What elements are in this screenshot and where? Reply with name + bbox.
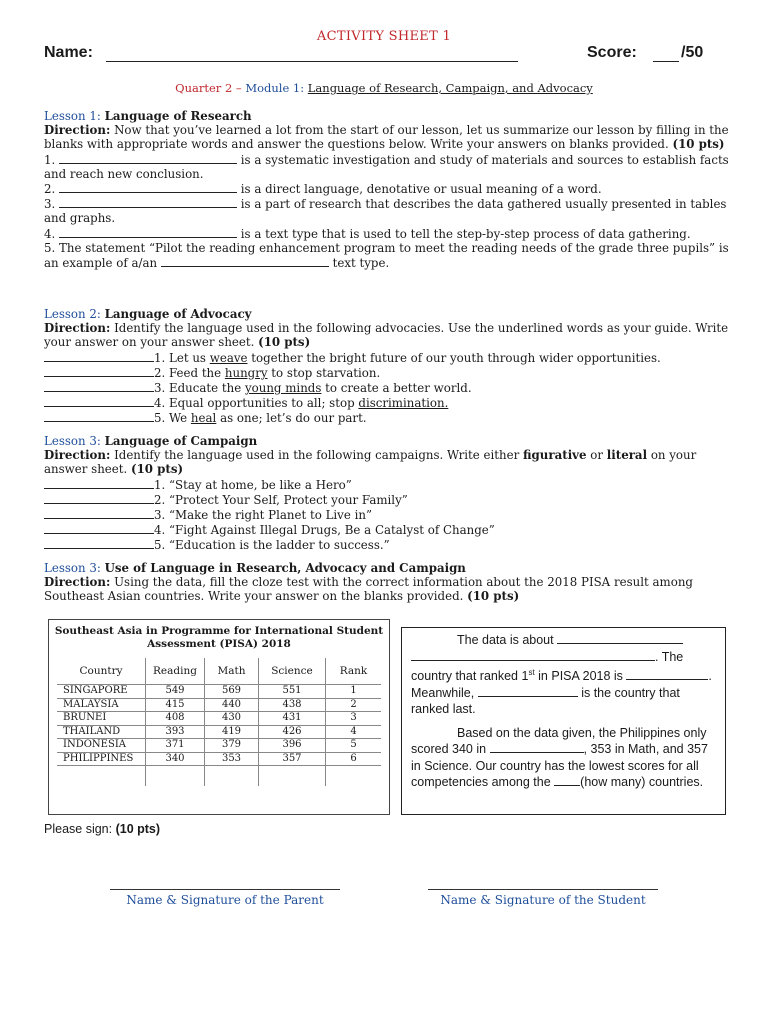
answer-blank[interactable] xyxy=(59,152,237,164)
score-blank[interactable] xyxy=(653,61,679,62)
item-text: The statement “Pilot the reading enhancement program to meet the reading needs of the grade three pupils” is an example of a/an xyxy=(44,240,729,271)
table-cell xyxy=(259,766,326,787)
name-blank[interactable] xyxy=(106,61,518,62)
direction-label: Direction: xyxy=(44,575,111,590)
lesson-3-title: Language of Campaign xyxy=(104,434,258,448)
table-cell: 353 xyxy=(205,752,259,766)
lesson-4-label: Lesson 3: xyxy=(44,561,101,575)
underlined-word: discrimination. xyxy=(358,396,449,411)
lesson-3-item-3 xyxy=(44,507,734,522)
table-cell: 569 xyxy=(205,685,259,699)
lesson-2-item-1 xyxy=(44,350,734,365)
table-cell: THAILAND xyxy=(57,725,146,739)
item-text: as one; let’s do our part. xyxy=(220,411,367,426)
table-row xyxy=(57,685,381,699)
cloze-text: The data is about xyxy=(457,633,554,647)
item-text: We xyxy=(169,411,188,426)
quarter-label: Quarter 2 xyxy=(175,81,233,95)
item-number: 2. xyxy=(154,492,166,507)
parent-signature-line[interactable] xyxy=(110,889,340,907)
cloze-text: . Meanwhile, xyxy=(411,669,712,700)
please-sign-label: Please sign: xyxy=(44,822,113,836)
item-number: 3. xyxy=(44,197,56,212)
lesson-3-section xyxy=(44,434,734,553)
table-cell: 379 xyxy=(205,739,259,753)
lesson-2-section xyxy=(44,307,734,426)
table-cell: INDONESIA xyxy=(57,739,146,753)
answer-blank[interactable] xyxy=(59,226,237,238)
item-number: 1. xyxy=(44,152,56,167)
cloze-text: . The country that ranked 1 xyxy=(411,649,684,684)
table-row xyxy=(57,712,381,726)
item-text-after: text type. xyxy=(332,256,390,271)
table-cell: 419 xyxy=(205,725,259,739)
lesson-2-title: Language of Advocacy xyxy=(104,307,252,321)
points-label: (10 pts) xyxy=(467,589,520,604)
item-text: “Education is the ladder to success.” xyxy=(169,538,390,553)
answer-blank[interactable] xyxy=(44,507,154,519)
module-heading xyxy=(0,81,768,95)
module-dash: – xyxy=(235,81,242,95)
lesson-1-item-2 xyxy=(44,181,734,196)
answer-blank[interactable] xyxy=(44,395,154,407)
item-number: 3. xyxy=(154,381,166,396)
item-text: “Fight Against Illegal Drugs, Be a Catalyst of Change” xyxy=(169,523,495,538)
answer-blank[interactable] xyxy=(44,365,154,377)
direction-label: Direction: xyxy=(44,123,111,138)
table-row xyxy=(57,739,381,753)
table-cell xyxy=(205,766,259,787)
item-number: 2. xyxy=(154,365,166,380)
table-cell: 430 xyxy=(205,712,259,726)
lesson-2-heading xyxy=(44,307,734,321)
lesson-2-item-3 xyxy=(44,380,734,395)
cloze-blank[interactable] xyxy=(490,741,584,753)
lesson-1-label: Lesson 1: xyxy=(44,109,101,123)
lesson-2-direction xyxy=(44,321,734,349)
table-cell: 549 xyxy=(146,685,205,699)
answer-blank[interactable] xyxy=(161,255,329,267)
lesson-1-item-5 xyxy=(44,241,734,270)
literal-word: literal xyxy=(606,448,648,463)
lesson-2-label: Lesson 2: xyxy=(44,307,101,321)
table-cell: 415 xyxy=(146,698,205,712)
name-score-row xyxy=(44,44,724,66)
lesson-1-item-4 xyxy=(44,226,734,241)
lesson-1-section xyxy=(44,109,734,270)
table-cell xyxy=(146,766,205,787)
lesson-3-item-5 xyxy=(44,537,734,552)
item-number: 5. xyxy=(44,240,56,255)
table-cell: 396 xyxy=(259,739,326,753)
answer-blank[interactable] xyxy=(44,537,154,549)
table-cell: 1 xyxy=(326,685,382,699)
lesson-3-heading xyxy=(44,434,734,448)
pisa-table-caption: Southeast Asia in Programme for International Student Assessment (PISA) 2018 xyxy=(54,625,384,650)
table-row xyxy=(57,698,381,712)
item-text: “Protect Your Self, Protect your Family” xyxy=(169,492,408,507)
item-text: together the bright future of our youth through wider opportunities. xyxy=(251,350,661,365)
item-text: “Stay at home, be like a Hero” xyxy=(169,477,352,492)
table-cell: 431 xyxy=(259,712,326,726)
table-cell: SINGAPORE xyxy=(57,685,146,699)
column-header: Science xyxy=(259,658,326,685)
table-header-row xyxy=(57,658,381,685)
item-number: 4. xyxy=(44,226,56,241)
item-number: 2. xyxy=(44,182,56,197)
table-cell: PHILIPPINES xyxy=(57,752,146,766)
answer-blank[interactable] xyxy=(44,350,154,362)
cloze-text: (how many) countries. xyxy=(580,775,704,790)
student-signature-label: Name & Signature of the Student xyxy=(440,893,646,907)
table-cell: 357 xyxy=(259,752,326,766)
lesson-4-section xyxy=(44,561,734,604)
table-cell: 438 xyxy=(259,698,326,712)
table-cell: 5 xyxy=(326,739,382,753)
item-text: is a part of research that describes the data gathered usually presented in tables and graphs. xyxy=(44,197,727,226)
cloze-blank[interactable] xyxy=(478,685,578,697)
column-header: Country xyxy=(57,658,146,685)
lesson-1-heading xyxy=(44,109,734,123)
item-text: is a text type that is used to tell the step-by-step process of data gathering. xyxy=(240,226,691,241)
parent-signature-label: Name & Signature of the Parent xyxy=(126,893,324,907)
direction-text: Using the data, fill the cloze test with the correct information about the 2018 PISA result among Southeast Asian countries. Write your answer on the blanks provided. xyxy=(44,575,693,604)
table-cell: 440 xyxy=(205,698,259,712)
cloze-paragraph-1 xyxy=(411,632,715,718)
table-cell: 371 xyxy=(146,739,205,753)
underlined-word: young minds xyxy=(244,381,322,396)
table-cell xyxy=(326,766,382,787)
pisa-table-box xyxy=(48,619,390,815)
cloze-blank[interactable] xyxy=(411,649,655,661)
direction-label: Direction: xyxy=(44,321,111,336)
lesson-4-heading xyxy=(44,561,734,575)
cloze-text: , 353 in Math, and 357 in Science. Our country has the lowest scores for all competencies among the xyxy=(411,742,708,790)
answer-blank[interactable] xyxy=(44,492,154,504)
cloze-text: is the country that ranked last. xyxy=(411,685,680,717)
direction-text: Identify the language used in the following campaigns. Write either xyxy=(114,448,520,463)
table-row-empty xyxy=(57,766,381,787)
student-signature-line[interactable] xyxy=(428,889,658,907)
lesson-4-title: Use of Language in Research, Advocacy and Campaign xyxy=(104,561,466,575)
item-number: 4. xyxy=(154,523,166,538)
item-number: 1. xyxy=(154,477,166,492)
cloze-blank[interactable] xyxy=(554,774,580,786)
table-cell: 551 xyxy=(259,685,326,699)
underlined-word: heal xyxy=(190,411,217,426)
table-row xyxy=(57,752,381,766)
table-cell: BRUNEI xyxy=(57,712,146,726)
points-label: (10 pts) xyxy=(131,462,184,477)
score-total: /50 xyxy=(681,44,704,61)
lesson-1-item-1 xyxy=(44,152,734,181)
item-text: Educate the xyxy=(169,381,242,396)
item-text: Feed the xyxy=(169,365,222,380)
item-text: to stop starvation. xyxy=(271,365,381,380)
answer-blank[interactable] xyxy=(44,410,154,422)
table-cell: 408 xyxy=(146,712,205,726)
item-text: is a direct language, denotative or usual meaning of a word. xyxy=(240,182,602,197)
lesson-2-item-4 xyxy=(44,395,734,410)
item-number: 4. xyxy=(154,396,166,411)
module-topic: Language of Research, Campaign, and Advocacy xyxy=(307,81,593,95)
or-word: or xyxy=(590,448,604,463)
lesson-1-item-3 xyxy=(44,196,734,225)
table-cell: 340 xyxy=(146,752,205,766)
lesson-3-item-4 xyxy=(44,522,734,537)
answer-blank[interactable] xyxy=(59,181,237,193)
underlined-word: hungry xyxy=(224,365,268,380)
item-text: Let us xyxy=(169,350,206,365)
table-cell: 2 xyxy=(326,698,382,712)
lesson-3-item-1 xyxy=(44,477,734,492)
cloze-text: Based on the data given, the Philippines only scored 340 in xyxy=(411,725,707,757)
direction-text-end: on your answer sheet. xyxy=(44,448,697,477)
answer-blank[interactable] xyxy=(44,477,154,489)
score-label: Score: xyxy=(587,44,637,61)
item-number: 3. xyxy=(154,508,166,523)
lesson-3-direction xyxy=(44,448,734,476)
lesson-2-item-5 xyxy=(44,410,734,425)
lesson-3-label: Lesson 3: xyxy=(44,434,101,448)
underlined-word: weave xyxy=(209,350,248,365)
name-label: Name: xyxy=(44,44,93,61)
table-cell: 3 xyxy=(326,712,382,726)
table-cell: MALAYSIA xyxy=(57,698,146,712)
cloze-paragraph-2 xyxy=(411,725,715,791)
column-header: Math xyxy=(205,658,259,685)
points-label: (10 pts) xyxy=(115,822,161,836)
table-row xyxy=(57,725,381,739)
pisa-table xyxy=(57,658,381,786)
please-sign xyxy=(44,822,160,836)
direction-label: Direction: xyxy=(44,448,111,463)
cloze-blank[interactable] xyxy=(557,632,683,644)
lesson-3-item-2 xyxy=(44,492,734,507)
table-cell xyxy=(57,766,146,787)
item-text: to create a better world. xyxy=(325,381,472,396)
column-header: Rank xyxy=(326,658,382,685)
table-cell: 6 xyxy=(326,752,382,766)
answer-blank[interactable] xyxy=(59,196,237,208)
points-label: (10 pts) xyxy=(672,137,725,152)
lesson-1-direction xyxy=(44,123,734,151)
lesson-4-direction xyxy=(44,575,734,603)
sheet-title: ACTIVITY SHEET 1 xyxy=(316,29,452,44)
module-label: Module 1: xyxy=(245,81,305,95)
figurative-word: figurative xyxy=(522,448,587,463)
table-cell: 4 xyxy=(326,725,382,739)
answer-blank[interactable] xyxy=(44,522,154,534)
table-cell: 393 xyxy=(146,725,205,739)
item-text: Equal opportunities to all; stop xyxy=(169,396,355,411)
cloze-superscript: st xyxy=(528,668,535,677)
item-text: “Make the right Planet to Live in” xyxy=(169,508,372,523)
lesson-1-title: Language of Research xyxy=(104,109,252,123)
item-number: 1. xyxy=(154,350,166,365)
cloze-blank[interactable] xyxy=(626,668,708,680)
points-label: (10 pts) xyxy=(258,335,311,350)
cloze-test-box xyxy=(401,627,726,815)
item-number: 5. xyxy=(154,538,166,553)
answer-blank[interactable] xyxy=(44,380,154,392)
item-text: is a systematic investigation and study of materials and sources to establish facts and reach new conclusion. xyxy=(44,152,729,181)
item-number: 5. xyxy=(154,411,166,426)
direction-text: Identify the language used in the following advocacies. Use the underlined words as your guide. Write your answer on your answer sheet. xyxy=(44,321,729,350)
table-cell: 426 xyxy=(259,725,326,739)
lesson-2-item-2 xyxy=(44,365,734,380)
cloze-text: in PISA 2018 is xyxy=(538,669,623,684)
direction-text: Now that you’ve learned a lot from the start of our lesson, let us summarize our lesson by filling in the blanks with appropriate words and answer the questions below. Write your answers on blanks provided. xyxy=(44,123,729,152)
column-header: Reading xyxy=(146,658,205,685)
